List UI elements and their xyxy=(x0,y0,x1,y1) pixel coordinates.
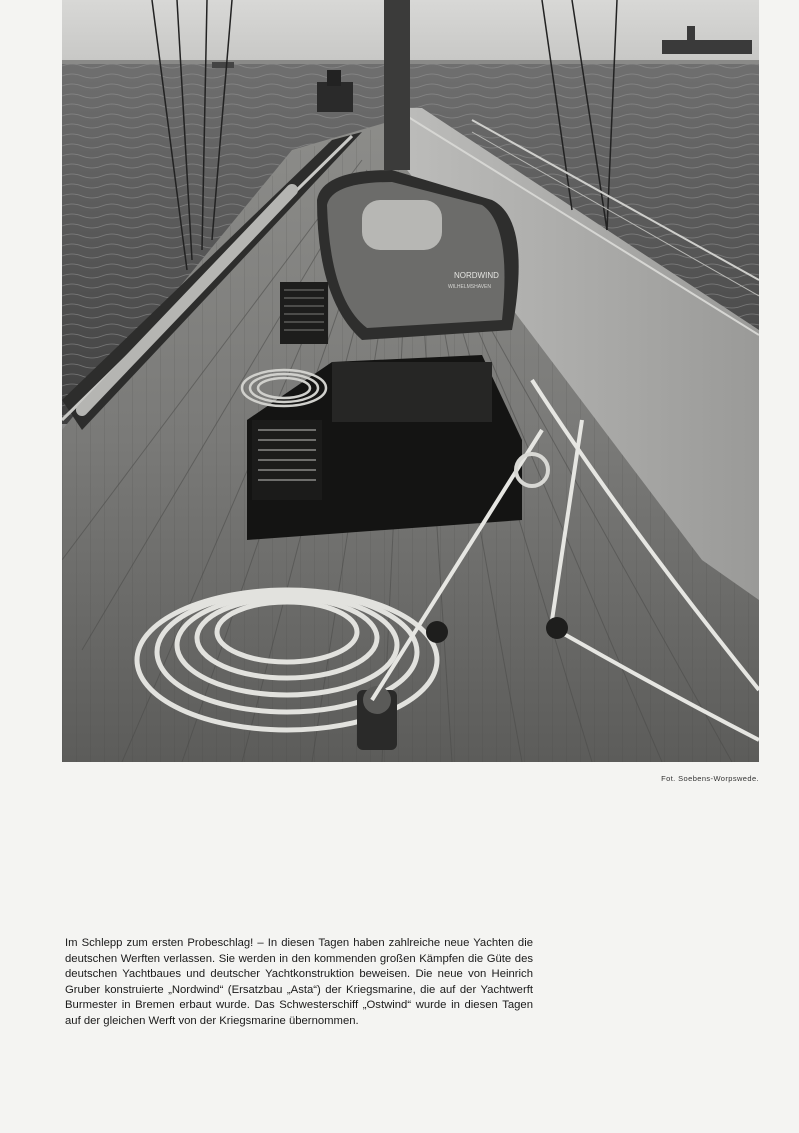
yacht-deck-photograph xyxy=(62,0,759,762)
lifeboat-port-text: WILHELMSHAVEN xyxy=(448,284,491,290)
photo-credit: Fot. Soebens-Worpswede. xyxy=(661,774,759,783)
caption-text: Im Schlepp zum ersten Probeschlag! – In diesen Tagen haben zahlreiche neue Yachten die deutschen Werften verlassen. Sie werden in den kommenden großen Kämpfen die Güte des deutschen Yachtbaues und deutscher Yachtkonstruktion beweisen. Die neue von Heinrich Gruber konstruierte „Nordwind“ (Ersatzbau „Asta“) der Kriegsmarine, die auf der Yachtwerft Burmester in Bremen erbaut wurde. Das Schwesterschiff „Ostwind“ wurde in diesen Tagen auf der gleichen Werft von der Kriegsmarine übernommen. xyxy=(65,937,533,1027)
lifeboat-name-text: NORDWIND xyxy=(454,271,499,280)
article-caption xyxy=(65,936,533,1030)
